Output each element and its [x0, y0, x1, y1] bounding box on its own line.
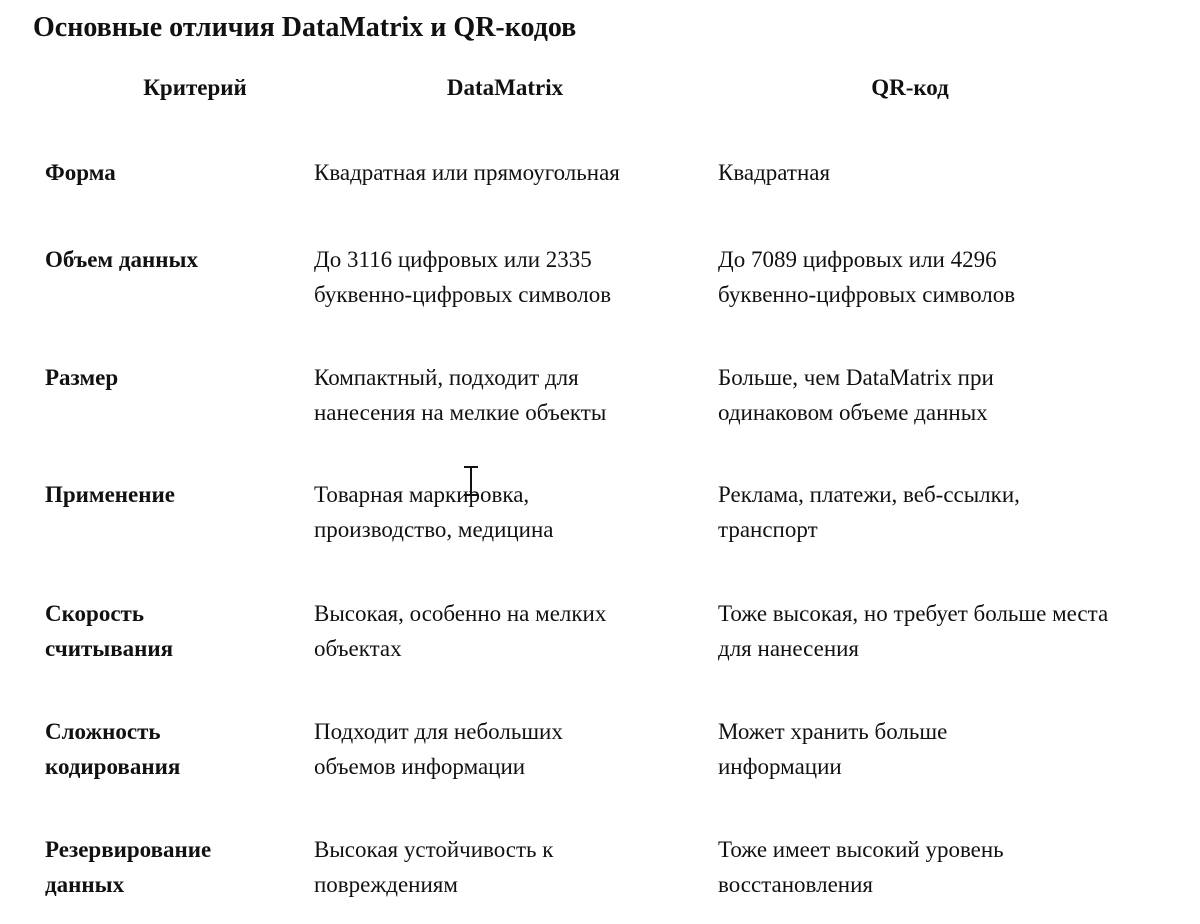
header-datamatrix: DataMatrix — [446, 75, 564, 100]
row-data-volume-datamatrix: До 3116 цифровых или 2335 буквенно-цифровых символов — [314, 247, 612, 307]
row-read-speed-qr: Тоже высокая, но требует больше места для нанесения — [718, 601, 1109, 661]
row-data-redundancy-datamatrix: Высокая устойчивость к повреждениям — [314, 837, 554, 897]
row-shape-qr: Квадратная — [718, 160, 831, 185]
row-data-redundancy-criterion: Резервирование данных — [45, 837, 212, 897]
row-read-speed-datamatrix: Высокая, особенно на мелких объектах — [314, 601, 607, 661]
row-shape-criterion: Форма — [45, 160, 116, 185]
row-size-datamatrix: Компактный, подходит для нанесения на мелкие объекты — [314, 365, 607, 425]
row-application-datamatrix: Товарная маркировка, производство, медицина — [314, 482, 554, 542]
row-data-volume-criterion: Объем данных — [45, 247, 198, 272]
row-read-speed-criterion: Скорость считывания — [45, 601, 174, 661]
row-size-criterion: Размер — [45, 365, 119, 390]
row-data-volume-qr: До 7089 цифровых или 4296 буквенно-цифровых символов — [718, 247, 1016, 307]
page-title: Основные отличия DataMatrix и QR-кодов — [33, 12, 577, 43]
row-size-qr: Больше, чем DataMatrix при одинаковом объеме данных — [718, 365, 994, 425]
row-data-redundancy-qr: Тоже имеет высокий уровень восстановления — [718, 837, 1004, 897]
row-encoding-complexity-datamatrix: Подходит для небольших объемов информации — [314, 719, 563, 779]
row-encoding-complexity-criterion: Сложность кодирования — [45, 719, 181, 779]
header-criterion: Критерий — [143, 75, 247, 100]
row-application-qr: Реклама, платежи, веб-ссылки, транспорт — [718, 482, 1020, 542]
text-cursor-icon — [462, 466, 480, 496]
row-encoding-complexity-qr: Может хранить больше информации — [718, 719, 948, 779]
header-qr: QR-код — [871, 75, 949, 100]
row-shape-datamatrix: Квадратная или прямоугольная — [314, 160, 620, 185]
row-application-criterion: Применение — [45, 482, 175, 507]
